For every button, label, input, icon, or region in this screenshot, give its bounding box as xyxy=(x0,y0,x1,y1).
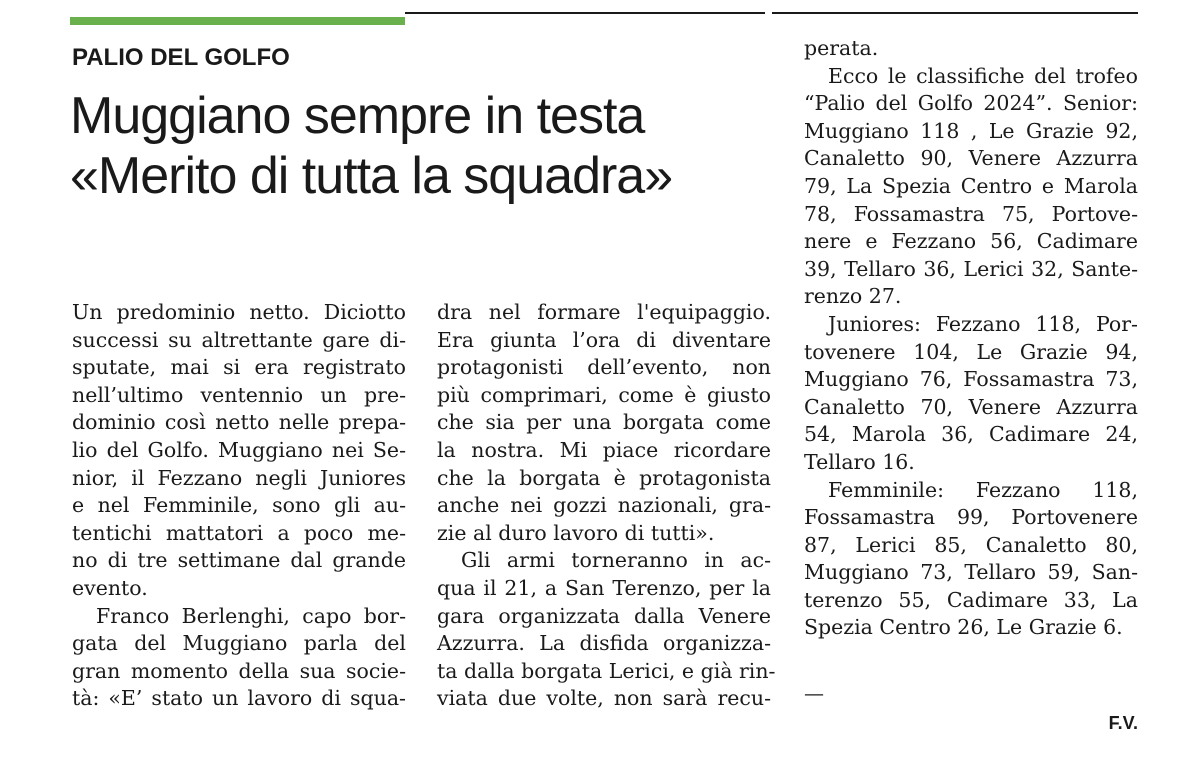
article-column-3 xyxy=(804,35,1138,642)
top-rule-left xyxy=(405,12,765,14)
text-line: Juniores: Fezzano 118, Por- xyxy=(828,311,1138,336)
text-line: sputate, mai si era registrato xyxy=(72,355,406,380)
text-line: 79, La Spezia Centro e Marola xyxy=(804,173,1138,198)
text-line: Canaletto 70, Venere Azzurra xyxy=(804,394,1138,419)
text-line: protagonisti dell’evento, non xyxy=(437,355,771,380)
text-line: Muggiano 76, Fossamastra 73, xyxy=(804,367,1138,392)
text-line: renzo 27. xyxy=(804,284,902,309)
text-line: Muggiano 73, Tellaro 59, San- xyxy=(804,560,1138,585)
text-line: Tellaro 16. xyxy=(804,449,915,474)
text-line: Azzurra. La disfida organizza- xyxy=(437,631,771,656)
text-line: Gli armi torneranno in ac- xyxy=(461,548,771,573)
text-line: che la borgata è protagonista xyxy=(437,465,771,490)
text-line: “Palio del Golfo 2024”. Senior: xyxy=(804,91,1138,116)
headline-line-1: Muggiano sempre in testa xyxy=(70,87,645,145)
text-line: Franco Berlenghi, capo bor- xyxy=(96,603,406,628)
text-line: tà: «E’ stato un lavoro di squa- xyxy=(72,686,406,711)
text-line: Fossamastra 99, Portovenere xyxy=(804,505,1138,530)
text-line: gara organizzata dalla Venere xyxy=(437,603,771,628)
text-line: che sia per una borgata come xyxy=(437,410,771,435)
text-line: gran momento della sua socie- xyxy=(72,658,406,683)
text-line: evento. xyxy=(72,575,148,600)
text-line: tentichi mattatori a poco me- xyxy=(72,520,406,545)
author-signature: F.V. xyxy=(1108,713,1138,733)
text-line: 87, Lerici 85, Canaletto 80, xyxy=(804,532,1138,557)
article-column-1 xyxy=(72,299,406,713)
text-line: 39, Tellaro 36, Lerici 32, Sante- xyxy=(804,256,1138,281)
text-line: più comprimari, come è giusto xyxy=(437,382,771,407)
headline xyxy=(70,86,770,206)
text-line: Canaletto 90, Venere Azzurra xyxy=(804,146,1138,171)
end-dash: — xyxy=(804,681,824,705)
text-line: ta dalla borgata Lerici, e già rin- xyxy=(437,658,776,683)
text-line: Spezia Centro 26, Le Grazie 6. xyxy=(804,615,1123,640)
text-line: nell’ultimo ventennio un pre- xyxy=(72,382,406,407)
headline-line-2: «Merito di tutta la squadra» xyxy=(70,147,673,205)
text-line: dra nel formare l'equipaggio. xyxy=(437,300,771,324)
text-line: la nostra. Mi piace ricordare xyxy=(437,437,771,462)
text-line: e nel Femminile, sono gli au- xyxy=(72,493,406,518)
text-line: terenzo 55, Cadimare 33, La xyxy=(804,587,1138,612)
text-line: Un predominio netto. Diciotto xyxy=(72,300,406,324)
text-line: tovenere 104, Le Grazie 94, xyxy=(804,339,1138,364)
text-line: anche nei gozzi nazionali, gra- xyxy=(437,493,771,518)
text-line: Era giunta l’ora di diventare xyxy=(437,327,771,352)
text-line: perata. xyxy=(804,36,879,60)
section-accent-bar xyxy=(70,17,405,25)
text-line: Muggiano 118 , Le Grazie 92, xyxy=(804,118,1138,143)
article-column-2 xyxy=(437,299,776,713)
text-line: 54, Marola 36, Cadimare 24, xyxy=(804,422,1138,447)
text-line: qua il 21, a San Terenzo, per la xyxy=(437,575,771,600)
text-line: gata del Muggiano parla del xyxy=(72,631,406,656)
text-line: dominio così netto nelle prepa- xyxy=(72,410,406,435)
text-line: zie al duro lavoro di tutti». xyxy=(437,520,715,545)
text-line: successi su altrettante gare di- xyxy=(72,327,406,352)
text-line: nere e Fezzano 56, Cadimare xyxy=(804,229,1138,254)
text-line: 78, Fossamastra 75, Portove- xyxy=(804,201,1138,226)
text-line: nior, il Fezzano negli Juniores xyxy=(72,465,406,490)
text-line: Femminile: Fezzano 118, xyxy=(828,477,1138,502)
text-line: lio del Golfo. Muggiano nei Se- xyxy=(72,437,406,462)
text-line: Ecco le classifiche del trofeo xyxy=(828,63,1138,88)
top-rule-right xyxy=(772,12,1138,14)
text-line: viata due volte, non sarà recu- xyxy=(437,686,771,711)
kicker: PALIO DEL GOLFO xyxy=(72,44,290,71)
text-line: no di tre settimane dal grande xyxy=(72,548,406,573)
